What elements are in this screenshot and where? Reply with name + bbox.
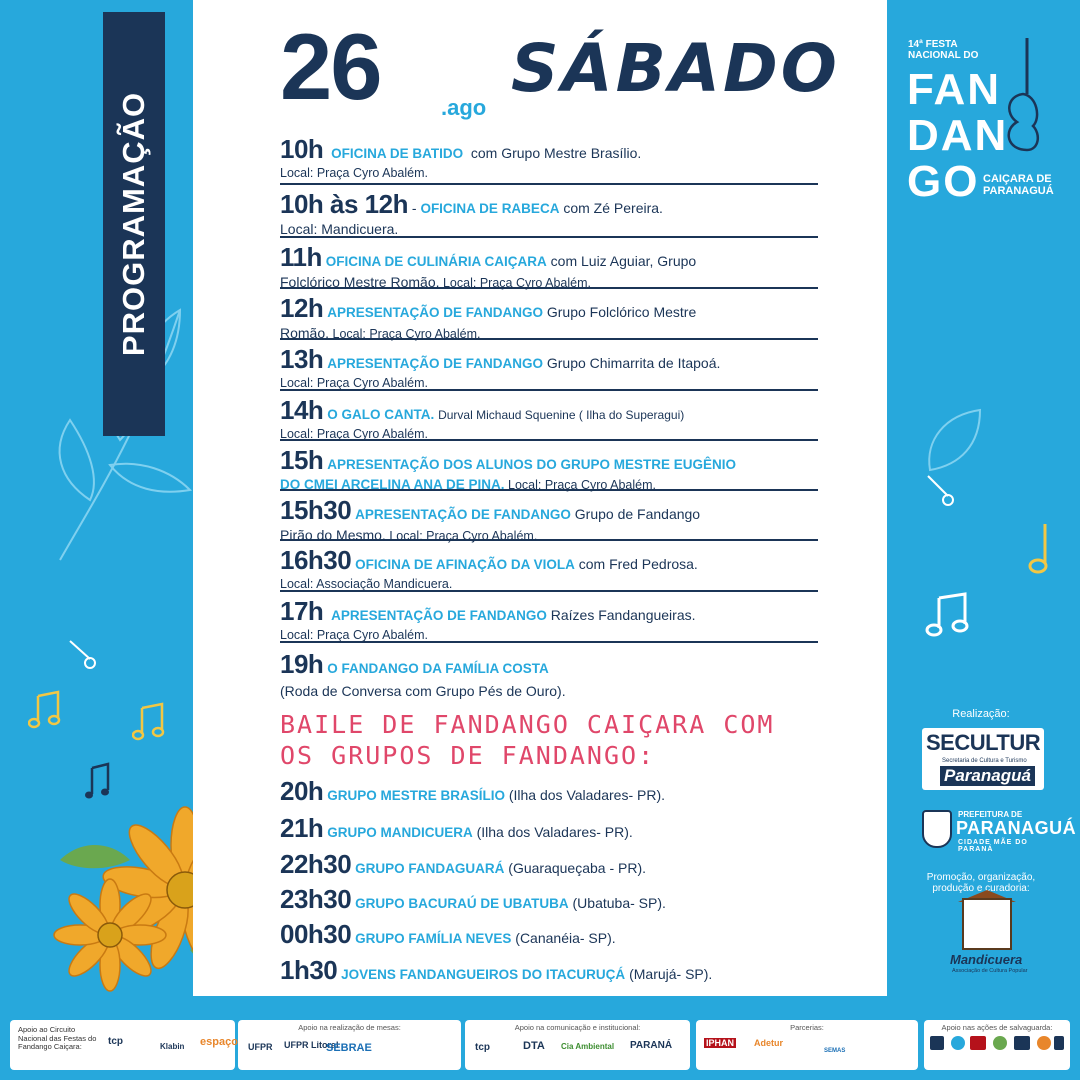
footer-box-label: Apoio nas ações de salvaguarda: xyxy=(941,1023,1053,1032)
festival-edition-line1: 14ª FESTA xyxy=(908,39,958,50)
event-location: Local: Praça Cyro Abalém. xyxy=(280,375,428,390)
festival-edition-line2: NACIONAL DO xyxy=(908,49,979,61)
event-time: 14h xyxy=(280,395,324,425)
schedule-item xyxy=(280,592,818,643)
show-group: GRUPO FANDAGUARÁ xyxy=(355,861,505,876)
event-location: Local: Praça Cyro Abalém. xyxy=(389,528,538,543)
footer-box-label: Apoio na comunicação e institucional: xyxy=(514,1023,641,1032)
schedule-card xyxy=(193,0,887,996)
event-title: APRESENTAÇÃO DE FANDANGO xyxy=(327,305,543,320)
partner-logos-row xyxy=(930,1034,1064,1054)
event-location: Local: Mandicuera. xyxy=(280,220,399,237)
event-location: Local: Praça Cyro Abalém. xyxy=(280,426,428,441)
secultur-logo-subtitle: Secretaria de Cultura e Turismo xyxy=(942,758,1027,764)
sponsor-logo: Cia Ambiental xyxy=(561,1042,615,1051)
sponsor-logo: IPHAN xyxy=(706,1038,735,1048)
event-time: 13h xyxy=(280,344,324,374)
prefeitura-logo-name: PARANAGUÁ xyxy=(956,818,1077,838)
event-description: Grupo Chimarrita de Itapoá. xyxy=(546,355,721,371)
festival-logo xyxy=(905,34,1055,214)
city-crest-icon xyxy=(922,810,952,848)
event-location: Local: Praça Cyro Abalém. xyxy=(280,627,428,642)
show-time: 22h30 xyxy=(280,849,352,879)
festival-logo-fan: FAN xyxy=(907,65,1001,114)
leaf-right-decoration xyxy=(920,400,990,480)
festival-logo-dan: DAN xyxy=(907,111,1009,160)
show-time: 1h30 xyxy=(280,955,338,985)
event-location: Local: Praça Cyro Abalém. xyxy=(508,477,656,492)
show-item xyxy=(280,849,646,880)
event-location: Local: Praça Cyro Abalém. xyxy=(280,165,428,180)
sponsor-logo: DTA xyxy=(523,1040,545,1052)
event-description: com Fred Pedrosa. xyxy=(578,556,698,572)
event-description: Raízes Fandangueiras. xyxy=(550,607,696,623)
event-description: Durval Michaud Squenine ( Ilha do Superagui) xyxy=(438,408,685,422)
double-music-note-icon xyxy=(84,762,114,802)
event-title: O GALO CANTA. xyxy=(327,407,435,422)
event-description-cont: Pirão do Mesmo. xyxy=(280,526,386,543)
footer-box-mesas xyxy=(238,1020,461,1070)
sponsor-logo: SEMAS xyxy=(824,1048,846,1054)
event-title: OFICINA DE RABECA xyxy=(420,201,560,216)
mandicuera-logo-text: Mandicuera xyxy=(950,952,1023,967)
event-title: APRESENTAÇÃO DE FANDANGO xyxy=(355,507,571,522)
secultur-logo-text: SECULTUR xyxy=(926,730,1041,755)
mandicuera-logo-subtitle: Associação de Cultura Popular xyxy=(952,968,1028,974)
show-item xyxy=(280,813,633,844)
event-title: O FANDANGO DA FAMÍLIA COSTA xyxy=(327,661,549,676)
show-place: (Ilha dos Valadares- PR). xyxy=(476,824,633,840)
prefeitura-paranagua-logo xyxy=(922,808,1077,853)
show-place: (Ilha dos Valadares- PR). xyxy=(508,787,665,803)
schedule-item xyxy=(280,289,818,340)
event-location: Local: Associação Mandicuera. xyxy=(280,576,453,591)
show-group: GRUPO BACURAÚ DE UBATUBA xyxy=(355,896,569,911)
show-group: GRUPO MANDICUERA xyxy=(327,825,473,840)
schedule-item xyxy=(280,238,818,289)
sponsor-logo: UFPR xyxy=(248,1042,273,1052)
show-time: 21h xyxy=(280,813,324,843)
event-title: APRESENTAÇÃO DE FANDANGO xyxy=(327,356,543,371)
schedule-item xyxy=(280,340,818,391)
event-description: com Grupo Mestre Brasílio. xyxy=(470,145,642,161)
footer-box-circuito xyxy=(10,1020,238,1070)
event-time: 15h30 xyxy=(280,495,352,525)
event-title-cont: DO CMEI ARCELINA ANA DE PINA. xyxy=(280,476,505,492)
event-time: 11h xyxy=(280,242,322,272)
violin-icon xyxy=(993,34,1043,154)
event-title: OFICINA DE AFINAÇÃO DA VIOLA xyxy=(355,557,575,572)
secultur-logo-city: Paranaguá xyxy=(940,766,1035,786)
baile-heading xyxy=(280,709,775,772)
programacao-label: PROGRAMAÇÃO xyxy=(116,91,151,357)
promocao-label: Promoção, organização, produção e curadoria: xyxy=(926,872,1036,894)
sponsor-logo: Adetur xyxy=(754,1038,783,1048)
weekday-title: SÁBADO xyxy=(511,30,840,107)
show-place: (Marujá- SP). xyxy=(629,966,713,982)
double-music-note-icon xyxy=(132,702,168,742)
show-time: 20h xyxy=(280,776,324,806)
footer-box-parcerias xyxy=(696,1020,918,1070)
show-group: GRUPO FAMÍLIA NEVES xyxy=(355,931,512,946)
event-description-cont: Folclórico Mestre Romão. xyxy=(280,273,440,290)
show-place: (Guaraqueçaba - PR). xyxy=(508,860,647,876)
show-group: JOVENS FANDANGUEIROS DO ITACURUÇÁ xyxy=(341,967,626,982)
realizacao-label: Realização: xyxy=(952,708,1010,720)
sponsor-logo: espaço xyxy=(200,1036,238,1048)
music-note-icon xyxy=(1025,520,1055,580)
event-description: com Luiz Aguiar, Grupo xyxy=(550,253,697,269)
secultur-logo xyxy=(922,728,1044,790)
schedule-item xyxy=(280,648,818,704)
day-month: .ago xyxy=(441,95,487,120)
double-music-note-icon xyxy=(925,590,975,640)
event-description: com Zé Pereira. xyxy=(563,200,663,216)
event-time: 15h xyxy=(280,445,324,475)
prefeitura-logo-top: PREFEITURA DE xyxy=(958,810,1023,819)
festival-logo-go: GO xyxy=(907,157,980,206)
festival-subtitle-line1: CAIÇARA DE xyxy=(983,173,1052,185)
festival-edition xyxy=(908,40,978,61)
sponsor-logo: tcp xyxy=(108,1036,123,1047)
show-time: 23h30 xyxy=(280,884,352,914)
music-note-icon xyxy=(64,635,104,675)
sponsor-logo: SEBRAE xyxy=(326,1042,372,1054)
event-time: 19h xyxy=(280,649,324,679)
house-icon xyxy=(962,898,1012,950)
footer-box-label: Parcerias: xyxy=(790,1023,824,1032)
music-note-icon xyxy=(920,470,960,510)
event-time: 17h xyxy=(280,596,324,626)
footer-box-comunicacao xyxy=(465,1020,690,1070)
event-time: 12h xyxy=(280,293,324,323)
baile-heading-line1: BAILE DE FANDANGO CAIÇARA COM xyxy=(280,710,775,739)
event-title: OFICINA DE BATIDO xyxy=(331,146,464,161)
event-location: Local: Praça Cyro Abalém. xyxy=(332,326,481,341)
sponsor-logo: Klabin xyxy=(160,1042,185,1051)
show-place: (Cananéia- SP). xyxy=(515,930,616,946)
schedule-item xyxy=(280,491,818,541)
event-description: Grupo de Fandango xyxy=(574,506,701,522)
show-item xyxy=(280,955,712,986)
show-item xyxy=(280,776,665,807)
show-item xyxy=(280,919,616,950)
schedule-item xyxy=(280,441,818,491)
event-time: 10h xyxy=(280,134,324,164)
schedule-item xyxy=(280,133,818,185)
footer-box-salvaguarda xyxy=(924,1020,1070,1070)
baile-heading-line2: OS GRUPOS DE FANDANGO: xyxy=(280,741,656,771)
schedule-item xyxy=(280,391,818,441)
schedule-item: 10h às 12h - OFICINA DE RABECA com Zé Pereira. Local: Mandicuera. xyxy=(280,185,818,238)
festival-subtitle-line2: PARANAGUÁ xyxy=(983,184,1054,197)
show-time: 00h30 xyxy=(280,919,352,949)
mandicuera-logo xyxy=(950,898,1040,976)
event-description: (Roda de Conversa com Grupo Pés de Ouro). xyxy=(280,682,566,699)
event-description-cont: Romão. xyxy=(280,324,330,341)
sponsor-logo: UFPR Litoral xyxy=(284,1040,339,1050)
footer-box-label: Apoio na realização de mesas: xyxy=(298,1023,401,1032)
double-music-note-icon xyxy=(28,690,64,730)
show-group: GRUPO MESTRE BRASÍLIO xyxy=(327,788,505,803)
footer-box-label: Apoio ao Circuito Nacional das Festas do Fandango Caiçara: xyxy=(18,1025,97,1052)
show-item xyxy=(280,884,666,915)
event-title: APRESENTAÇÃO DOS ALUNOS DO GRUPO MESTRE EUGÊNIO xyxy=(327,457,736,472)
sponsor-logo: tcp xyxy=(475,1042,490,1053)
event-title: APRESENTAÇÃO DE FANDANGO xyxy=(331,608,547,623)
event-time: 16h30 xyxy=(280,545,352,575)
event-time: 10h às 12h xyxy=(280,189,408,219)
prefeitura-logo-subtitle: CIDADE MÃE DO PARANÁ xyxy=(958,839,1028,853)
schedule-item xyxy=(280,541,818,592)
sponsor-logo: PARANÁ xyxy=(630,1040,673,1051)
event-description: Grupo Folclórico Mestre xyxy=(546,304,697,320)
event-title: OFICINA DE CULINÁRIA CAIÇARA xyxy=(325,254,547,269)
show-place: (Ubatuba- SP). xyxy=(572,895,666,911)
day-number: 26 xyxy=(280,14,381,119)
programacao-label-bar xyxy=(103,12,165,436)
event-location: Local: Praça Cyro Abalém. xyxy=(442,275,591,290)
festival-subtitle xyxy=(983,174,1054,197)
